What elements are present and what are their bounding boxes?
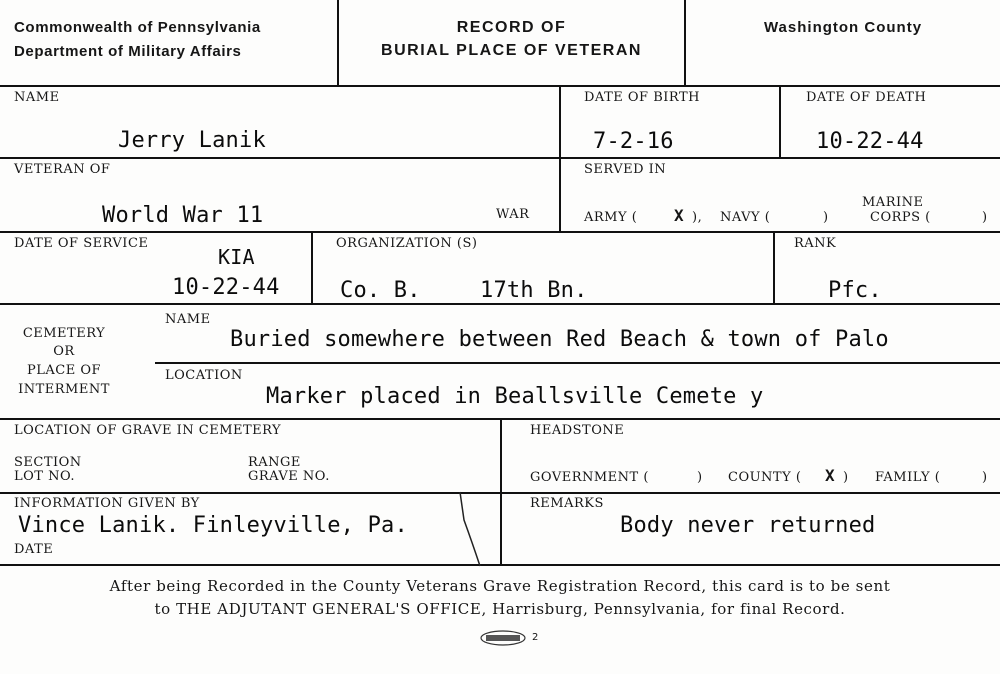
date-of-service-value: 10-22-44 [172, 275, 280, 300]
informant-value: Vince Lanik. Finleyville, Pa. [18, 513, 408, 538]
rule-row-grave-bottom [0, 492, 1000, 494]
war-label: WAR [496, 207, 530, 222]
remarks-label: REMARKS [530, 496, 604, 511]
issuer-line-2: Department of Military Affairs [14, 43, 242, 60]
grave-location-label: LOCATION OF GRAVE IN CEMETERY [14, 423, 282, 438]
county-close: ) [843, 470, 849, 485]
organization-battalion-value: 17th Bn. [480, 278, 588, 303]
cemetery-name-label: NAME [165, 312, 211, 327]
headstone-label: HEADSTONE [530, 423, 625, 438]
location-label: LOCATION [165, 368, 243, 383]
navy-label: NAVY ( [720, 210, 771, 225]
date-of-service-label: DATE OF SERVICE [14, 236, 149, 251]
organization-company-value: Co. B. [340, 278, 421, 303]
navy-close: ) [823, 210, 829, 225]
rule-header-bottom [0, 85, 1000, 87]
veteran-of-value: World War 11 [102, 203, 264, 228]
form-number: 2 [532, 632, 539, 643]
issuer-line-1: Commonwealth of Pennsylvania [14, 19, 261, 36]
date-label: DATE [14, 542, 54, 557]
form-title-line-1: RECORD OF [456, 19, 567, 36]
rule-org-rank [773, 232, 775, 304]
veteran-of-label: VETERAN OF [14, 162, 111, 177]
footer-instruction-line-1: After being Recorded in the County Veterans Grave Registration Record, this card is to be sent [109, 577, 891, 595]
cemetery-label-line-1: CEMETERY [22, 326, 106, 341]
rule-row-name-bottom [0, 157, 1000, 159]
family-close: ) [982, 470, 988, 485]
remarks-value: Body never returned [620, 513, 876, 538]
cemetery-location-value: Marker placed in Beallsville Cemete y [266, 384, 764, 409]
rule-row-info-bottom [0, 564, 1000, 566]
service-note-value: KIA [218, 245, 255, 269]
army-label: ARMY ( [584, 210, 638, 225]
footer-instruction-line-2: to THE ADJUTANT GENERAL'S OFFICE, Harrisburg, Pennsylvania, for final Record. [154, 600, 846, 618]
rule-row-service-bottom [0, 303, 1000, 305]
served-in-label: SERVED IN [584, 162, 667, 177]
cemetery-label-line-4: INTERMENT [18, 382, 110, 397]
rule-dob-dod [779, 86, 781, 158]
marine-close: ) [982, 210, 988, 225]
county-check-mark: X [825, 466, 835, 485]
form-title-line-2: BURIAL PLACE OF VETERAN [381, 42, 642, 59]
date-of-birth-label: DATE OF BIRTH [584, 90, 700, 105]
date-of-birth-value: 7-2-16 [593, 129, 674, 154]
lot-no-label: LOT NO. [14, 469, 75, 484]
name-value: Jerry Lanik [118, 128, 266, 153]
date-of-death-label: DATE OF DEATH [806, 90, 927, 105]
family-label: FAMILY ( [875, 470, 941, 485]
army-check-mark: X [674, 206, 684, 225]
grave-no-label: GRAVE NO. [248, 469, 330, 484]
marine-label-line-1: MARINE [862, 195, 924, 210]
government-close: ) [697, 470, 703, 485]
cemetery-label-line-2: OR [53, 344, 75, 359]
pen-stroke-mark [450, 490, 490, 570]
rule-name-dob [559, 86, 561, 232]
county-option-label: COUNTY ( [728, 470, 802, 485]
rule-service-org [311, 232, 313, 304]
rank-value: Pfc. [828, 278, 882, 303]
cemetery-name-value: Buried somewhere between Red Beach & town of Palo [230, 327, 889, 352]
government-label: GOVERNMENT ( [530, 470, 649, 485]
cemetery-label-line-3: PLACE OF [26, 363, 101, 378]
rule-row-veteran-bottom [0, 231, 1000, 233]
date-of-death-value: 10-22-44 [816, 129, 924, 154]
information-given-by-label: INFORMATION GIVEN BY [14, 496, 200, 511]
printer-union-mark-icon [478, 628, 528, 648]
rank-label: RANK [794, 236, 837, 251]
rule-cemetery-mid [155, 362, 1000, 364]
marine-label-line-2: CORPS ( [870, 210, 931, 225]
army-close: ), [692, 210, 703, 225]
county-heading: Washington County [763, 19, 923, 36]
organization-label: ORGANIZATION (S) [336, 236, 478, 251]
rule-header-div-2 [684, 0, 686, 86]
range-label: RANGE [248, 455, 301, 470]
section-label: SECTION [14, 455, 82, 470]
name-label: NAME [14, 90, 60, 105]
